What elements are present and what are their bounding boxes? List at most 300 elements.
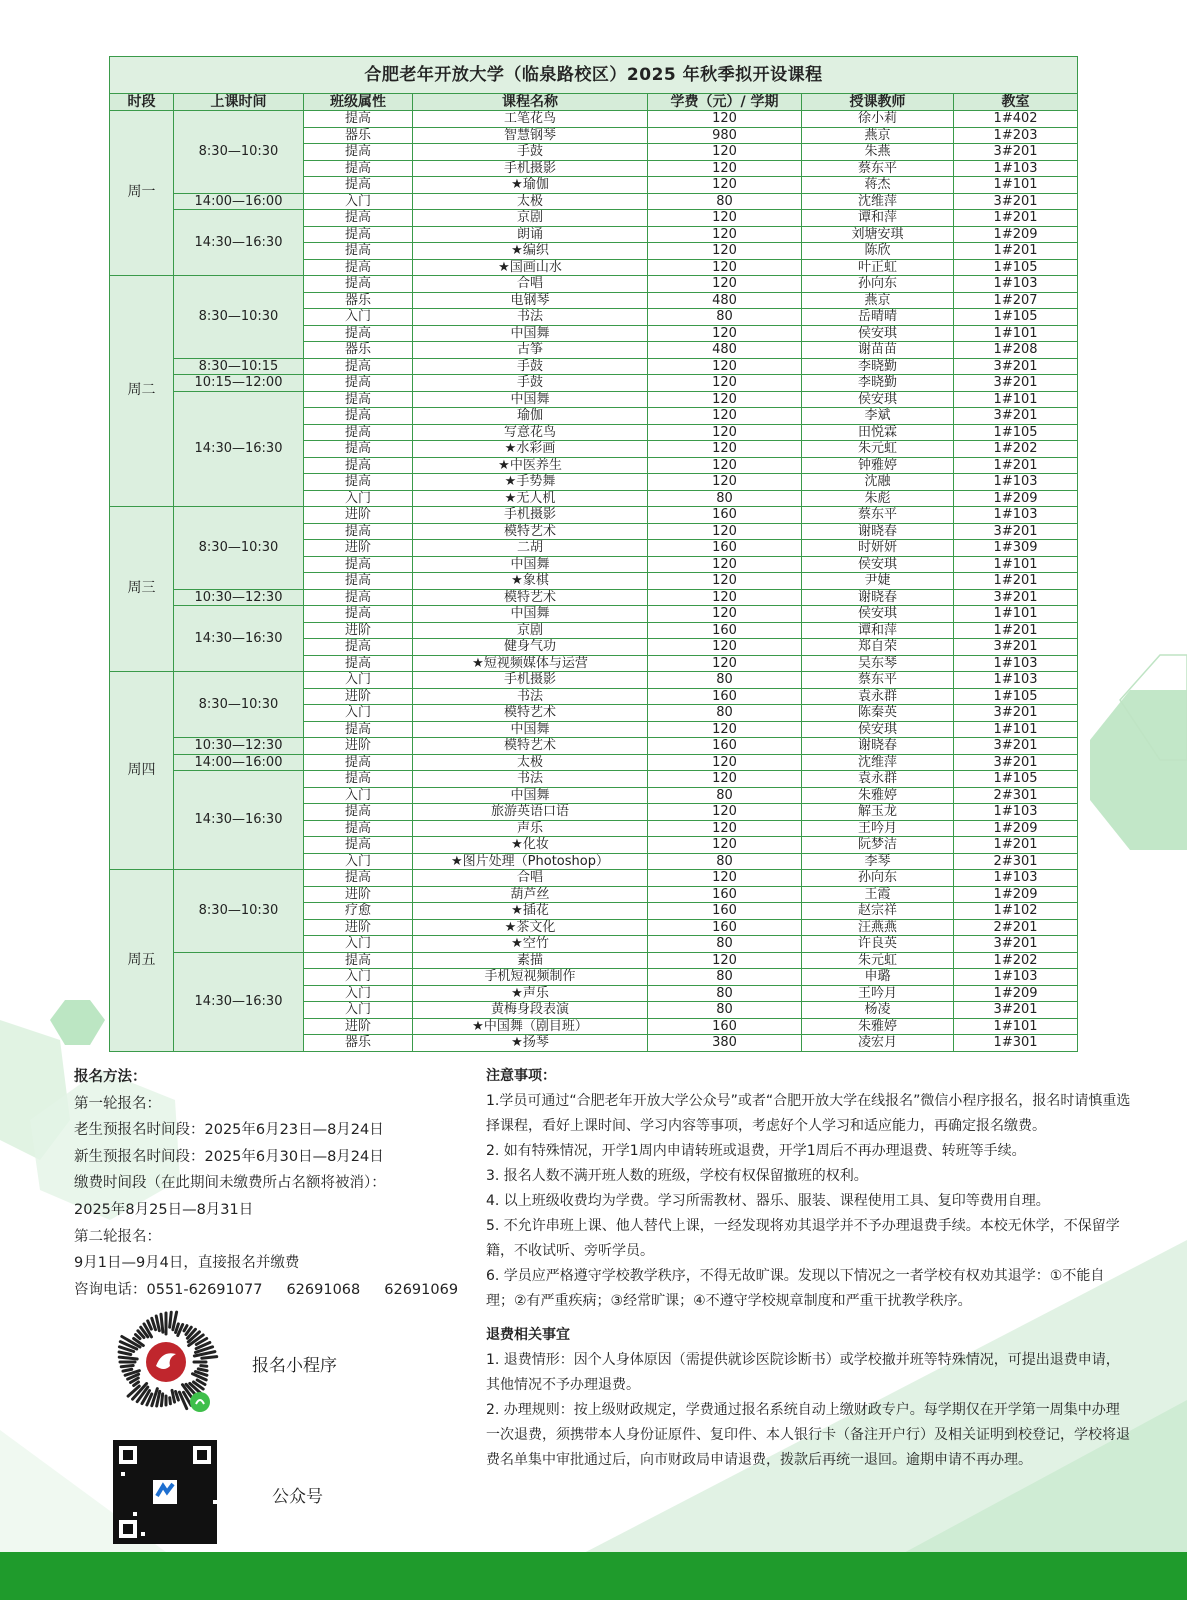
classroom-cell: 2#301 — [954, 787, 1078, 804]
teacher-cell: 凌宏月 — [802, 1035, 954, 1052]
course-name-cell: 健身气功 — [413, 639, 648, 656]
classroom-cell: 1#103 — [954, 655, 1078, 672]
course-name-cell: 合唱 — [413, 870, 648, 887]
teacher-cell: 蔡东平 — [802, 160, 954, 177]
course-name-cell: 旅游英语口语 — [413, 804, 648, 821]
teacher-cell: 王霞 — [802, 886, 954, 903]
classroom-cell: 3#201 — [954, 193, 1078, 210]
teacher-cell: 谢晓春 — [802, 523, 954, 540]
class-level-cell: 进阶 — [304, 540, 413, 557]
classroom-cell: 1#201 — [954, 622, 1078, 639]
course-name-cell: 书法 — [413, 309, 648, 326]
class-level-cell: 疗愈 — [304, 903, 413, 920]
teacher-cell: 解玉龙 — [802, 804, 954, 821]
class-level-cell: 入门 — [304, 787, 413, 804]
round1-label: 第一轮报名： — [74, 1095, 161, 1112]
classroom-cell: 1#202 — [954, 441, 1078, 458]
class-level-cell: 提高 — [304, 325, 413, 342]
course-name-cell: 书法 — [413, 688, 648, 705]
course-name-cell: ★化妆 — [413, 837, 648, 854]
classroom-cell: 1#101 — [954, 1018, 1078, 1035]
class-level-cell: 入门 — [304, 853, 413, 870]
classroom-cell: 1#209 — [954, 985, 1078, 1002]
course-name-cell: 书法 — [413, 771, 648, 788]
course-name-cell: ★图片处理（Photoshop） — [413, 853, 648, 870]
tuition-cell: 80 — [648, 985, 802, 1002]
course-name-cell: 黄梅身段表演 — [413, 1002, 648, 1019]
table-row — [110, 672, 1078, 689]
bottom-color-bar — [0, 1552, 1187, 1600]
phone-tertiary: 62691069 — [384, 1281, 459, 1298]
course-name-cell: 瑜伽 — [413, 408, 648, 425]
teacher-cell: 朱雅婷 — [802, 1018, 954, 1035]
course-name-cell: 模特艺术 — [413, 705, 648, 722]
course-name-cell: 电钢琴 — [413, 292, 648, 309]
tuition-cell: 80 — [648, 787, 802, 804]
tuition-cell: 120 — [648, 424, 802, 441]
table-row — [110, 870, 1078, 887]
teacher-cell: 谭和萍 — [802, 622, 954, 639]
teacher-cell: 朱燕 — [802, 144, 954, 161]
tuition-cell: 160 — [648, 622, 802, 639]
course-name-cell: 中国舞 — [413, 787, 648, 804]
column-header: 课程名称 — [413, 94, 648, 111]
course-name-cell: 手机摄影 — [413, 672, 648, 689]
tuition-cell: 120 — [648, 276, 802, 293]
course-name-cell: 手鼓 — [413, 358, 648, 375]
column-header: 班级属性 — [304, 94, 413, 111]
course-name-cell: ★空竹 — [413, 936, 648, 953]
tuition-cell: 120 — [648, 243, 802, 260]
class-level-cell: 进阶 — [304, 507, 413, 524]
teacher-cell: 王吟月 — [802, 985, 954, 1002]
tuition-cell: 160 — [648, 738, 802, 755]
teacher-cell: 谢晓春 — [802, 738, 954, 755]
teacher-cell: 朱元虹 — [802, 952, 954, 969]
day-cell: 周二 — [110, 276, 174, 507]
teacher-cell: 朱元虹 — [802, 441, 954, 458]
teacher-cell: 岳晴晴 — [802, 309, 954, 326]
teacher-cell: 李斌 — [802, 408, 954, 425]
day-cell: 周一 — [110, 111, 174, 276]
course-name-cell: 中国舞 — [413, 556, 648, 573]
course-name-cell: 素描 — [413, 952, 648, 969]
table-row — [110, 210, 1078, 227]
class-level-cell: 进阶 — [304, 688, 413, 705]
class-level-cell: 提高 — [304, 375, 413, 392]
miniprogram-label: 报名小程序 — [252, 1356, 337, 1376]
note-item: 4. 以上班级收费均为学费。学习所需教材、器乐、服装、课程使用工具、复印等费用自理。 — [486, 1193, 1050, 1209]
teacher-cell: 申璐 — [802, 969, 954, 986]
teacher-cell: 侯安琪 — [802, 721, 954, 738]
course-name-cell: ★短视频媒体与运营 — [413, 655, 648, 672]
table-row — [110, 111, 1078, 128]
teacher-cell: 蔡东平 — [802, 672, 954, 689]
classroom-cell: 1#201 — [954, 457, 1078, 474]
time-cell: 8:30—10:30 — [174, 276, 304, 359]
tuition-cell: 120 — [648, 177, 802, 194]
course-name-cell: ★无人机 — [413, 490, 648, 507]
teacher-cell: 许良英 — [802, 936, 954, 953]
course-name-cell: 葫芦丝 — [413, 886, 648, 903]
column-header: 时段 — [110, 94, 174, 111]
refund-item: 1. 退费情形：因个人身体原因（需提供就诊医院诊断书）或学校撤并班等特殊情况，可提出退费申请，其他情况不予办理退费。 — [486, 1352, 1120, 1393]
class-level-cell: 进阶 — [304, 738, 413, 755]
class-level-cell: 提高 — [304, 210, 413, 227]
tuition-cell: 120 — [648, 589, 802, 606]
tuition-cell: 80 — [648, 853, 802, 870]
time-cell: 14:00—16:00 — [174, 193, 304, 210]
tuition-cell: 120 — [648, 111, 802, 128]
teacher-cell: 谢苗苗 — [802, 342, 954, 359]
time-cell: 10:30—12:30 — [174, 738, 304, 755]
teacher-cell: 徐小莉 — [802, 111, 954, 128]
teacher-cell: 朱雅婷 — [802, 787, 954, 804]
class-level-cell: 提高 — [304, 721, 413, 738]
class-level-cell: 入门 — [304, 672, 413, 689]
course-name-cell: 太极 — [413, 193, 648, 210]
class-level-cell: 提高 — [304, 177, 413, 194]
classroom-cell: 1#209 — [954, 490, 1078, 507]
course-name-cell: ★手势舞 — [413, 474, 648, 491]
table-row — [110, 375, 1078, 392]
day-cell: 周三 — [110, 507, 174, 672]
old-students-period: 老生预报名时间段：2025年6月23日—8月24日 — [74, 1122, 384, 1139]
time-cell: 8:30—10:30 — [174, 870, 304, 953]
tuition-cell: 80 — [648, 672, 802, 689]
column-header: 教室 — [954, 94, 1078, 111]
tuition-cell: 80 — [648, 193, 802, 210]
teacher-cell: 时妍妍 — [802, 540, 954, 557]
course-name-cell: ★插花 — [413, 903, 648, 920]
class-level-cell: 提高 — [304, 771, 413, 788]
note-item: 3. 报名人数不满开班人数的班级，学校有权保留撤班的权利。 — [486, 1168, 868, 1184]
tuition-cell: 80 — [648, 705, 802, 722]
tuition-cell: 120 — [648, 721, 802, 738]
classroom-cell: 1#105 — [954, 424, 1078, 441]
course-name-cell: ★象棋 — [413, 573, 648, 590]
class-level-cell: 提高 — [304, 655, 413, 672]
schedule-title: 合肥老年开放大学（临泉路校区）2025 年秋季拟开设课程 — [110, 57, 1078, 94]
tuition-cell: 120 — [648, 804, 802, 821]
classroom-cell: 1#102 — [954, 903, 1078, 920]
class-level-cell: 提高 — [304, 589, 413, 606]
classroom-cell: 1#301 — [954, 1035, 1078, 1052]
classroom-cell: 1#105 — [954, 688, 1078, 705]
classroom-cell: 1#201 — [954, 837, 1078, 854]
classroom-cell: 1#207 — [954, 292, 1078, 309]
course-name-cell: 中国舞 — [413, 606, 648, 623]
classroom-cell: 1#201 — [954, 573, 1078, 590]
course-name-cell: 模特艺术 — [413, 589, 648, 606]
classroom-cell: 1#105 — [954, 259, 1078, 276]
classroom-cell: 1#209 — [954, 226, 1078, 243]
teacher-cell: 田悦霖 — [802, 424, 954, 441]
course-name-cell: 中国舞 — [413, 721, 648, 738]
table-row — [110, 952, 1078, 969]
classroom-cell: 3#201 — [954, 639, 1078, 656]
classroom-cell: 3#201 — [954, 523, 1078, 540]
class-level-cell: 提高 — [304, 573, 413, 590]
tuition-cell: 120 — [648, 837, 802, 854]
teacher-cell: 蔡东平 — [802, 507, 954, 524]
class-level-cell: 提高 — [304, 804, 413, 821]
course-name-cell: 京剧 — [413, 210, 648, 227]
official-account-qr-code[interactable] — [113, 1440, 217, 1544]
course-name-cell: 朗诵 — [413, 226, 648, 243]
classroom-cell: 1#209 — [954, 886, 1078, 903]
tuition-cell: 80 — [648, 936, 802, 953]
class-level-cell: 器乐 — [304, 292, 413, 309]
classroom-cell: 1#101 — [954, 606, 1078, 623]
class-level-cell: 进阶 — [304, 886, 413, 903]
class-level-cell: 提高 — [304, 606, 413, 623]
class-level-cell: 入门 — [304, 936, 413, 953]
tuition-cell: 120 — [648, 523, 802, 540]
course-name-cell: 手机短视频制作 — [413, 969, 648, 986]
table-row — [110, 358, 1078, 375]
class-level-cell: 提高 — [304, 639, 413, 656]
round2-label: 第二轮报名： — [74, 1228, 161, 1245]
classroom-cell: 1#209 — [954, 820, 1078, 837]
round2-dates: 9月1日—9月4日，直接报名并缴费 — [74, 1255, 300, 1272]
classroom-cell: 1#201 — [954, 243, 1078, 260]
consult-phone — [74, 1277, 474, 1304]
table-row — [110, 391, 1078, 408]
table-row — [110, 606, 1078, 623]
phone-secondary: 62691068 — [286, 1281, 361, 1298]
classroom-cell: 1#101 — [954, 721, 1078, 738]
class-level-cell: 提高 — [304, 144, 413, 161]
course-name-cell: 古筝 — [413, 342, 648, 359]
class-level-cell: 提高 — [304, 408, 413, 425]
course-schedule-table — [109, 56, 1078, 1052]
teacher-cell: 阮梦洁 — [802, 837, 954, 854]
tuition-cell: 120 — [648, 408, 802, 425]
classroom-cell: 2#201 — [954, 919, 1078, 936]
classroom-cell: 1#103 — [954, 507, 1078, 524]
column-header: 学费（元）/ 学期 — [648, 94, 802, 111]
teacher-cell: 沈融 — [802, 474, 954, 491]
teacher-cell: 陈欣 — [802, 243, 954, 260]
table-row — [110, 771, 1078, 788]
classroom-cell: 1#208 — [954, 342, 1078, 359]
time-cell: 14:30—16:30 — [174, 952, 304, 1051]
class-level-cell: 入门 — [304, 490, 413, 507]
schedule-body — [110, 111, 1078, 1052]
class-level-cell: 提高 — [304, 391, 413, 408]
tuition-cell: 120 — [648, 210, 802, 227]
day-cell: 周四 — [110, 672, 174, 870]
classroom-cell: 3#201 — [954, 754, 1078, 771]
classroom-cell: 1#201 — [954, 210, 1078, 227]
class-level-cell: 提高 — [304, 441, 413, 458]
tuition-cell: 120 — [648, 474, 802, 491]
tuition-cell: 120 — [648, 457, 802, 474]
course-name-cell: 太极 — [413, 754, 648, 771]
classroom-cell: 3#201 — [954, 408, 1078, 425]
classroom-cell: 1#103 — [954, 276, 1078, 293]
tuition-cell: 120 — [648, 639, 802, 656]
time-cell: 14:30—16:30 — [174, 771, 304, 870]
classroom-cell: 1#101 — [954, 391, 1078, 408]
classroom-cell: 1#309 — [954, 540, 1078, 557]
course-name-cell: ★茶文化 — [413, 919, 648, 936]
class-level-cell: 提高 — [304, 226, 413, 243]
note-item: 1.学员可通过“合肥老年开放大学公众号”或者“合肥开放大学在线报名”微信小程序报名，报名时请慎重选择课程，看好上课时间、学习内容等事项，考虑好个人学习和适应能力，再确定报名缴费。 — [486, 1093, 1131, 1134]
class-level-cell: 进阶 — [304, 1018, 413, 1035]
tuition-cell: 80 — [648, 309, 802, 326]
time-cell: 10:15—12:00 — [174, 375, 304, 392]
classroom-cell: 3#201 — [954, 738, 1078, 755]
teacher-cell: 袁永群 — [802, 771, 954, 788]
course-name-cell: ★声乐 — [413, 985, 648, 1002]
tuition-cell: 120 — [648, 655, 802, 672]
tuition-cell: 120 — [648, 573, 802, 590]
tuition-cell: 160 — [648, 903, 802, 920]
classroom-cell: 1#202 — [954, 952, 1078, 969]
time-cell: 14:30—16:30 — [174, 391, 304, 507]
teacher-cell: 吴东琴 — [802, 655, 954, 672]
class-level-cell: 提高 — [304, 556, 413, 573]
tuition-cell: 120 — [648, 375, 802, 392]
teacher-cell: 袁永群 — [802, 688, 954, 705]
teacher-cell: 燕京 — [802, 292, 954, 309]
course-name-cell: 工笔花鸟 — [413, 111, 648, 128]
tuition-cell: 120 — [648, 160, 802, 177]
classroom-cell: 1#402 — [954, 111, 1078, 128]
tuition-cell: 160 — [648, 540, 802, 557]
teacher-cell: 陈秦英 — [802, 705, 954, 722]
new-students-period: 新生预报名时间段：2025年6月30日—8月24日 — [74, 1148, 384, 1165]
teacher-cell: 谢晓春 — [802, 589, 954, 606]
class-level-cell: 提高 — [304, 243, 413, 260]
registration-section — [74, 1064, 474, 1303]
class-level-cell: 提高 — [304, 160, 413, 177]
classroom-cell: 3#201 — [954, 358, 1078, 375]
tuition-cell: 120 — [648, 441, 802, 458]
tuition-cell: 120 — [648, 325, 802, 342]
time-cell: 8:30—10:30 — [174, 672, 304, 738]
teacher-cell: 孙向东 — [802, 870, 954, 887]
teacher-cell: 侯安琪 — [802, 556, 954, 573]
classroom-cell: 3#201 — [954, 1002, 1078, 1019]
classroom-cell: 1#101 — [954, 177, 1078, 194]
tuition-cell: 80 — [648, 969, 802, 986]
course-name-cell: 手机摄影 — [413, 160, 648, 177]
table-row — [110, 738, 1078, 755]
tuition-cell: 980 — [648, 127, 802, 144]
miniprogram-qr-code[interactable] — [110, 1306, 222, 1418]
column-header: 授课教师 — [802, 94, 954, 111]
classroom-cell: 1#103 — [954, 969, 1078, 986]
course-name-cell: 智慧钢琴 — [413, 127, 648, 144]
class-level-cell: 器乐 — [304, 127, 413, 144]
tuition-cell: 120 — [648, 259, 802, 276]
classroom-cell: 1#105 — [954, 309, 1078, 326]
class-level-cell: 提高 — [304, 870, 413, 887]
course-name-cell: ★国画山水 — [413, 259, 648, 276]
teacher-cell: 侯安琪 — [802, 325, 954, 342]
phone-primary: 咨询电话：0551-62691077 — [74, 1281, 263, 1298]
tuition-cell: 480 — [648, 292, 802, 309]
tuition-cell: 80 — [648, 1002, 802, 1019]
course-name-cell: ★编织 — [413, 243, 648, 260]
table-row — [110, 193, 1078, 210]
classroom-cell: 1#101 — [954, 325, 1078, 342]
tuition-cell: 480 — [648, 342, 802, 359]
teacher-cell: 侯安琪 — [802, 606, 954, 623]
notes-heading: 注意事项： — [486, 1068, 556, 1084]
teacher-cell: 朱彪 — [802, 490, 954, 507]
class-level-cell: 提高 — [304, 457, 413, 474]
class-level-cell: 提高 — [304, 474, 413, 491]
course-name-cell: 手鼓 — [413, 144, 648, 161]
payment-period-label: 缴费时间段（在此期间未缴费所占名额将被消）： — [74, 1175, 386, 1192]
class-level-cell: 进阶 — [304, 622, 413, 639]
course-name-cell: ★中国舞（剧目班） — [413, 1018, 648, 1035]
teacher-cell: 孙向东 — [802, 276, 954, 293]
classroom-cell: 3#201 — [954, 705, 1078, 722]
teacher-cell: 燕京 — [802, 127, 954, 144]
class-level-cell: 器乐 — [304, 1035, 413, 1052]
tuition-cell: 120 — [648, 771, 802, 788]
course-name-cell: 写意花鸟 — [413, 424, 648, 441]
class-level-cell: 入门 — [304, 969, 413, 986]
course-name-cell: 中国舞 — [413, 325, 648, 342]
class-level-cell: 提高 — [304, 523, 413, 540]
notes-section — [486, 1064, 1131, 1473]
classroom-cell: 3#201 — [954, 936, 1078, 953]
classroom-cell: 3#201 — [954, 144, 1078, 161]
tuition-cell: 160 — [648, 1018, 802, 1035]
class-level-cell: 提高 — [304, 952, 413, 969]
teacher-cell: 汪燕燕 — [802, 919, 954, 936]
classroom-cell: 1#103 — [954, 160, 1078, 177]
class-level-cell: 进阶 — [304, 919, 413, 936]
classroom-cell: 1#203 — [954, 127, 1078, 144]
teacher-cell: 沈维萍 — [802, 754, 954, 771]
tuition-cell: 120 — [648, 144, 802, 161]
class-level-cell: 入门 — [304, 193, 413, 210]
class-level-cell: 提高 — [304, 276, 413, 293]
teacher-cell: 刘塘安琪 — [802, 226, 954, 243]
tuition-cell: 120 — [648, 358, 802, 375]
official-account-label: 公众号 — [272, 1487, 323, 1507]
class-level-cell: 提高 — [304, 424, 413, 441]
time-cell: 14:00—16:00 — [174, 754, 304, 771]
course-name-cell: ★水彩画 — [413, 441, 648, 458]
classroom-cell: 3#201 — [954, 375, 1078, 392]
tuition-cell: 120 — [648, 556, 802, 573]
course-name-cell: 京剧 — [413, 622, 648, 639]
teacher-cell: 杨凌 — [802, 1002, 954, 1019]
class-level-cell: 提高 — [304, 358, 413, 375]
class-level-cell: 入门 — [304, 985, 413, 1002]
table-row — [110, 754, 1078, 771]
class-level-cell: 提高 — [304, 754, 413, 771]
note-item: 6. 学员应严格遵守学校教学秩序，不得无故旷课。发现以下情况之一者学校有权劝其退学：①不能自理；②有严重疾病；③经常旷课；④不遵守学校规章制度和严重干扰教学秩序。 — [486, 1268, 1105, 1309]
day-cell: 周五 — [110, 870, 174, 1052]
course-name-cell: 合唱 — [413, 276, 648, 293]
tuition-cell: 160 — [648, 507, 802, 524]
class-level-cell: 入门 — [304, 1002, 413, 1019]
course-name-cell: 声乐 — [413, 820, 648, 837]
teacher-cell: 侯安琪 — [802, 391, 954, 408]
tuition-cell: 160 — [648, 919, 802, 936]
classroom-cell: 1#103 — [954, 870, 1078, 887]
time-cell: 10:30—12:30 — [174, 589, 304, 606]
